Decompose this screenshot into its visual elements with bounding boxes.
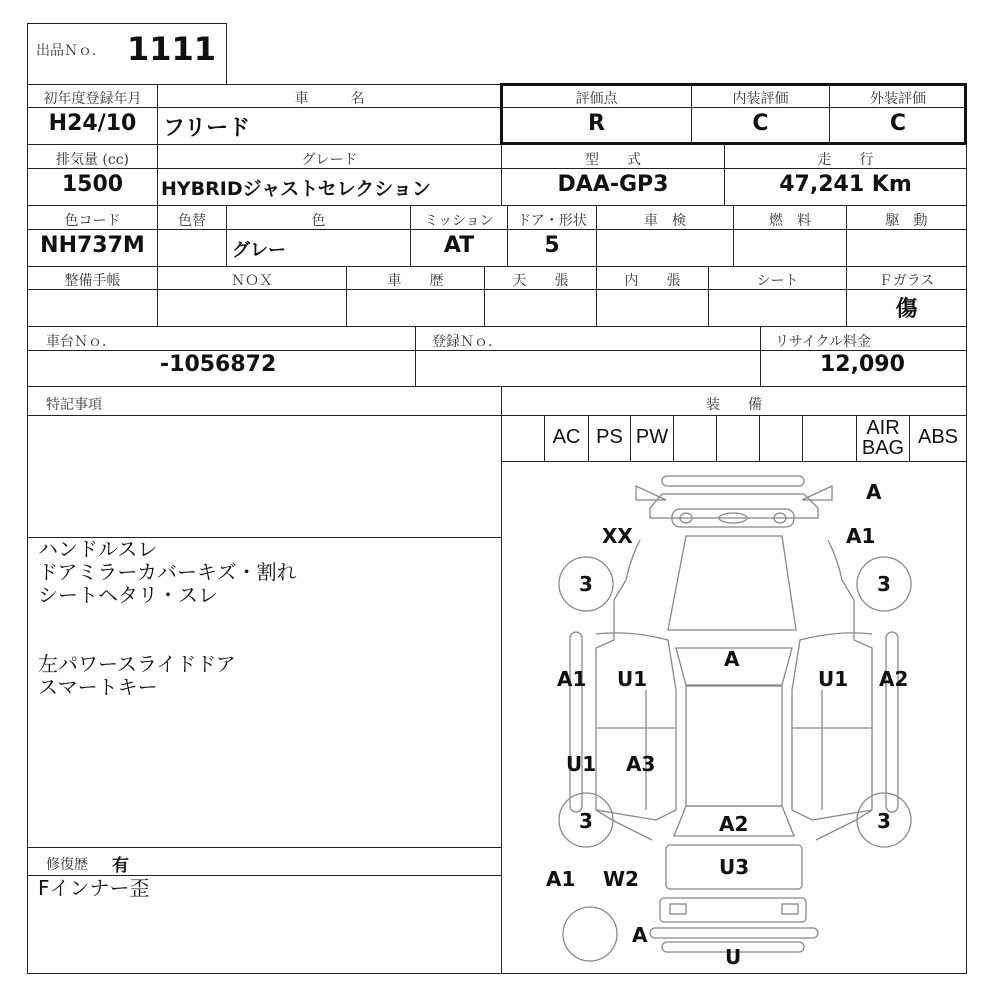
exterior-grade-value: C (889, 111, 907, 136)
remarks-line: スマートキー (38, 675, 158, 699)
model-code-value: DAA-GP3 (557, 172, 669, 197)
damage-mark-left-rear-corner: W2 (603, 867, 639, 891)
remarks-line: ハンドルスレ (38, 537, 158, 561)
car-name-label: 車 名 (294, 91, 365, 107)
remarks-line: ドアミラーカバーキズ・割れ (38, 560, 297, 584)
repair-note: Fインナー歪 (38, 876, 150, 900)
mileage-value: 47,241 Km (779, 172, 912, 197)
vehicle-damage-diagram (502, 462, 966, 973)
repair-history-label: 修復歴 (46, 857, 88, 873)
damage-mark-right-rocker: A2 (879, 667, 909, 691)
fuel-label: 燃 料 (769, 213, 811, 229)
front-glass-value: 傷 (895, 297, 918, 322)
repair-history-value: 有 (112, 856, 129, 876)
remarks-line: シートヘタリ・スレ (38, 583, 218, 607)
door-value: 5 (544, 233, 560, 258)
displacement-value: 1500 (61, 172, 124, 197)
grade-label: グレード (301, 152, 358, 168)
chassis-number-label: 車台Ｎｏ． (46, 334, 116, 350)
remarks-text (38, 538, 297, 699)
score-label: 評価点 (575, 91, 618, 107)
lot-number-value: 1111 (127, 30, 217, 68)
damage-mark-left-rear-door: A3 (626, 752, 656, 776)
tire-tread-front-left: 3 (579, 572, 593, 596)
remarks-line (38, 630, 297, 653)
interior-trim-label: 内 張 (624, 273, 681, 289)
damage-mark-left-front-door: U1 (617, 667, 648, 691)
model-code-label: 型 式 (585, 152, 641, 168)
car-name-value: フリード (163, 116, 251, 141)
equipment-ac: AC (552, 426, 581, 448)
grade-value: HYBRIDジャストセレクション (161, 178, 431, 200)
damage-mark-back-door: U3 (719, 855, 750, 879)
damage-mark-left-rear-quarter: U1 (566, 752, 597, 776)
color-label: 色 (311, 213, 326, 229)
drive-label: 駆 動 (885, 213, 928, 229)
registration-number-label: 登録Ｎｏ． (432, 334, 502, 350)
color-value: グレー (232, 240, 286, 261)
damage-mark-left-rear-lamp: A1 (546, 867, 576, 891)
remarks-label: 特記事項 (46, 397, 102, 413)
damage-mark-right-front-fender: A1 (846, 524, 876, 548)
damage-mark-rear-roof: A2 (719, 812, 749, 836)
damage-mark-front-bumper: A (866, 480, 882, 504)
inspection-label: 車 検 (644, 213, 686, 229)
nox-label: ＮＯＸ (231, 273, 273, 289)
first-registration-label: 初年度登録年月 (43, 91, 142, 107)
tire-tread-front-right: 3 (877, 572, 891, 596)
recycle-fee-value: 12,090 (820, 352, 905, 377)
score-value: R (588, 111, 605, 136)
mileage-label: 走 行 (817, 152, 874, 168)
chassis-number-value: -1056872 (160, 352, 277, 377)
maintenance-book-label: 整備手帳 (64, 273, 121, 289)
interior-grade-label: 内装評価 (732, 91, 789, 107)
transmission-value: AT (443, 233, 475, 258)
color-code-value: NH737M (40, 233, 145, 258)
tire-tread-rear-right: 3 (877, 809, 891, 833)
repaint-label: 色替 (178, 213, 206, 229)
seat-label: シート (756, 273, 799, 289)
damage-mark-roof-front: A (724, 647, 740, 671)
equipment-pw: PW (635, 426, 669, 448)
color-code-label: 色コード (64, 213, 121, 229)
equipment-label: 装 備 (706, 397, 762, 413)
vehicle-history-label: 車 歴 (387, 273, 444, 289)
door-shape-label: ドア・形状 (517, 213, 587, 229)
first-registration-value: H24/10 (48, 111, 137, 136)
headliner-label: 天 張 (512, 273, 569, 289)
damage-mark-rear-bumper: U (725, 945, 742, 969)
damage-mark-right-front-door: U1 (818, 667, 849, 691)
remarks-line (38, 607, 297, 630)
lot-number-label: 出品Ｎｏ． (36, 43, 106, 59)
remarks-line: 左パワースライドドア (38, 652, 236, 676)
recycle-fee-label: リサイクル料金 (775, 334, 872, 350)
tire-tread-rear-left: 3 (579, 809, 593, 833)
front-glass-label: Ｆガラス (878, 273, 935, 289)
equipment-ps: PS (596, 426, 623, 448)
displacement-label: 排気量 (cc) (55, 152, 130, 168)
equipment-abs: ABS (917, 426, 959, 448)
damage-mark-left-rocker: A1 (557, 667, 587, 691)
transmission-label: ミッション (424, 213, 494, 229)
exterior-grade-label: 外装評価 (870, 91, 926, 107)
damage-mark-rear-bumper-left: A (632, 923, 648, 947)
equipment-airbag: AIR BAG (861, 417, 905, 459)
damage-mark-windshield: XX (602, 524, 633, 548)
interior-grade-value: C (752, 111, 769, 136)
